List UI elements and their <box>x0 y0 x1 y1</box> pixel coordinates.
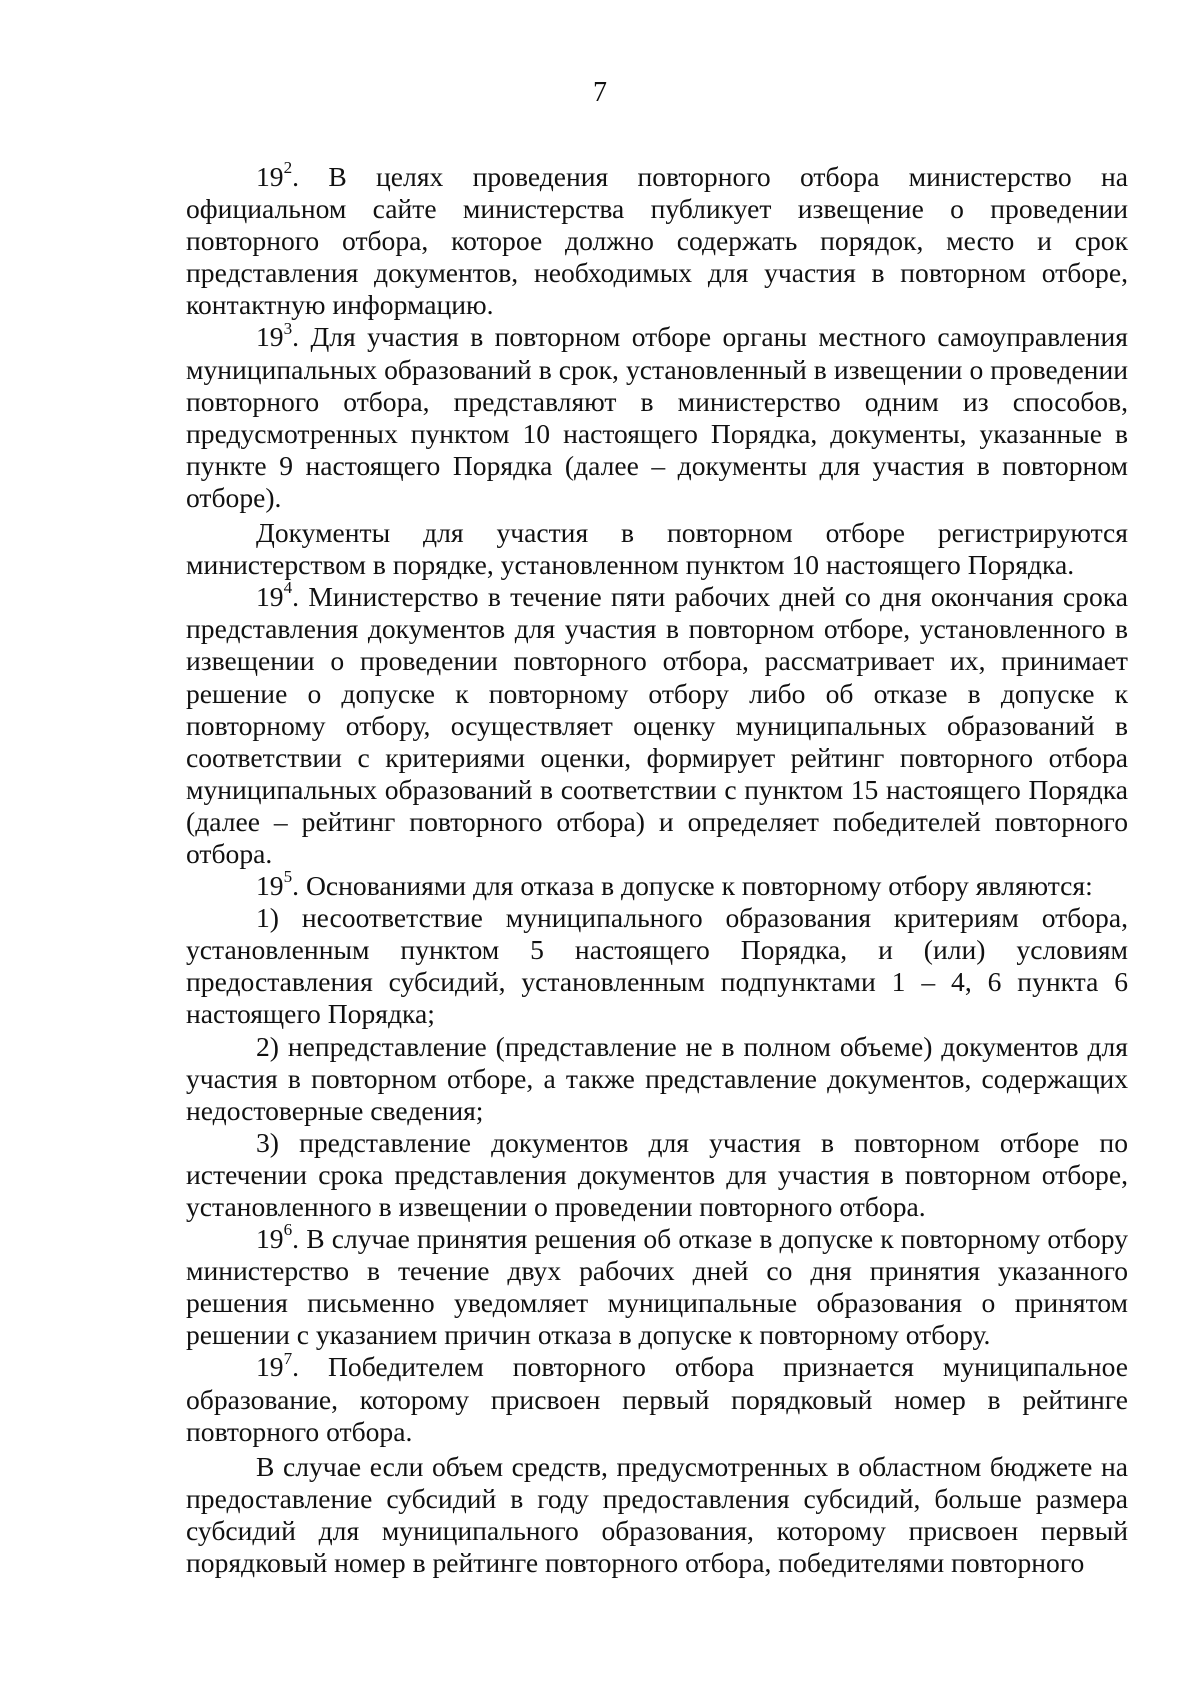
paragraph-text: В случае если объем средств, предусмотренных в областном бюджете на предоставление субсидий в году предоставления субсидий, больше размера субсидий для муниципального образования, которому присвоен первый порядковый номер в рейтинге повторного отбора, победителями повторного <box>186 1450 1128 1579</box>
paragraph-19-7 <box>186 1348 1128 1447</box>
paragraph-text: . В случае принятия решения об отказе в допуске к повторному отбору министерство в течение двух рабочих дней со дня принятия указанного решения письменно уведомляет муниципальные образования о принятом решении с указанием причин отказа в допуске к повторному отбору. <box>186 1223 1128 1351</box>
paragraph-19-6 <box>186 1220 1128 1351</box>
paragraph-number: 19 <box>256 1223 284 1255</box>
paragraph-text: 3) представление документов для участия в повторном отборе по истечении срока представления документов для участия в повторном отборе, установленного в извещении о проведении повторного отбора. <box>186 1126 1128 1222</box>
paragraph-registration <box>186 517 1128 581</box>
paragraph-number: 19 <box>256 1351 284 1383</box>
paragraph-19-3 <box>186 318 1128 514</box>
paragraph-text: 2) непредставление (представление не в полном объеме) документов для участия в повторном отборе, а также представление документов, содержащих недостоверные сведения; <box>186 1030 1128 1126</box>
document-body <box>186 158 1128 1579</box>
paragraph-text: . Победителем повторного отбора признается муниципальное образование, которому присвоен первый порядковый номер в рейтинге повторного отбора. <box>186 1351 1128 1447</box>
paragraph-number: 19 <box>256 581 284 613</box>
paragraph-text: . Основаниями для отказа в допуске к повторному отбору являются: <box>292 870 1093 902</box>
paragraph-text: 1) несоответствие муниципального образования критериям отбора, установленным пунктом 5 настоящего Порядка, и (или) условиям предоставления субсидий, установленным подпунктами 1 – 4, 6 пункта 6 настоящего Порядка; <box>186 902 1128 1030</box>
page-number: 7 <box>593 77 607 108</box>
paragraph-19-4 <box>186 578 1128 870</box>
paragraph-superscript: 4 <box>283 578 293 598</box>
paragraph-text: . Министерство в течение пяти рабочих дней со дня окончания срока представления документов для участия в повторном отборе, установленного в извещении о проведении повторного отбора, рассматривает их, принимает решение о допуске к повторному отбору либо об отказе в допуске к повторному отбору, осуществляет оценку муниципальных образований в соответствии с критериями оценки, формирует рейтинг повторного отбора муниципальных образований в соответствии с пунктом 15 настоящего Порядка (далее – рейтинг повторного отбора) и определяет победителей повторного отбора. <box>186 581 1128 869</box>
paragraph-text: . Для участия в повторном отборе органы местного самоуправления муниципальных образований в срок, установленный в извещении о проведении повторного отбора, представляют в министерство одним из способов, предусмотренных пунктом 10 настоящего Порядка, документы, указанные в пункте 9 настоящего Порядка (далее – документы для участия в повторном отборе). <box>186 321 1128 513</box>
paragraph-superscript: 7 <box>283 1348 293 1368</box>
paragraph-superscript: 5 <box>283 867 293 887</box>
list-item-1 <box>186 902 1128 1030</box>
list-item-2 <box>186 1031 1128 1127</box>
paragraph-text: Документы для участия в повторном отборе регистрируются министерством в порядке, установленном пунктом 10 настоящего Порядка. <box>186 517 1128 581</box>
paragraph-number: 19 <box>256 870 284 902</box>
paragraph-text: . В целях проведения повторного отбора министерство на официальном сайте министерства публикует извещение о проведении повторного отбора, которое должно содержать порядок, место и срок представления документов, необходимых для участия в повторном отборе, контактную информацию. <box>186 161 1128 321</box>
paragraph-superscript: 3 <box>283 318 293 338</box>
paragraph-budget <box>186 1451 1128 1579</box>
paragraph-19-2 <box>186 158 1128 321</box>
paragraph-number: 19 <box>256 321 284 353</box>
list-item-3 <box>186 1127 1128 1223</box>
paragraph-19-5 <box>186 867 1128 902</box>
paragraph-number: 19 <box>256 161 284 192</box>
paragraph-superscript: 2 <box>283 158 293 178</box>
paragraph-superscript: 6 <box>283 1220 293 1240</box>
